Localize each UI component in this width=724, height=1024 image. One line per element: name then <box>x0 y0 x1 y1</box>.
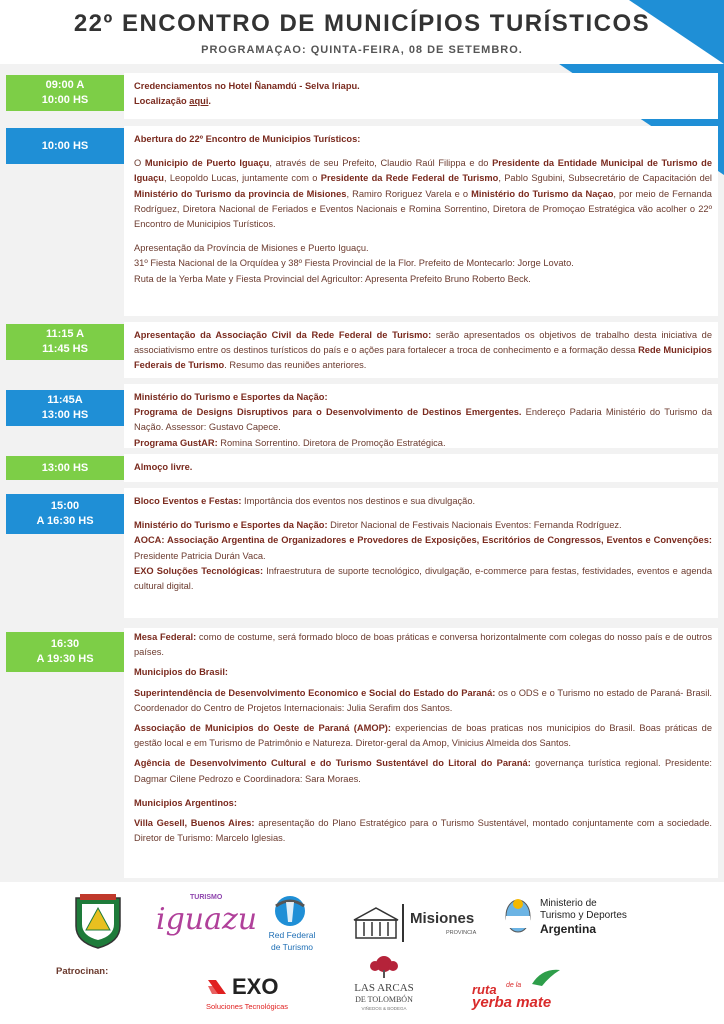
row-body <box>134 390 712 451</box>
time-start: 11:45A <box>47 394 83 406</box>
row-paragraph: Programa GustAR: Romina Sorrentino. Diretora de Promoção Estratégica. <box>134 437 446 448</box>
time-end: 10:00 HS <box>41 94 89 106</box>
row-heading: Municipios do Brasil: <box>134 667 229 678</box>
yerba-line3: yerba mate <box>472 994 552 1011</box>
row-heading: Ministério do Turismo e Esportes da Nação: <box>134 392 328 402</box>
schedule-row <box>6 73 718 119</box>
misiones-name: Misiones <box>410 910 475 927</box>
misiones-sub: PROVINCIA <box>446 930 477 936</box>
las-arcas-logo <box>344 956 424 1020</box>
header <box>0 0 724 64</box>
exo-logo <box>206 974 306 1014</box>
time-badge <box>6 632 124 672</box>
misiones-logo <box>352 904 482 944</box>
time-end: 11:45 HS <box>42 343 88 355</box>
row-paragraph: EXO Soluções Tecnológicas: Infraestrutura de suporte tecnológico, divulgação, e-commerce para festas, festividades, eventos e agenda cultural digital. <box>134 565 712 592</box>
time-start: 15:00 <box>50 500 80 512</box>
time-start: 11:15 A <box>45 328 85 340</box>
yerba-mate-logo <box>470 966 570 1018</box>
time-badge <box>6 128 124 164</box>
time-start: 09:00 A <box>45 79 85 91</box>
row-paragraph: Bloco Eventos e Festas: Importância dos eventos nos destinos e sua divulgação. <box>134 496 476 506</box>
ministerio-line2: Turismo y Deportes <box>540 910 627 921</box>
exo-name: EXO <box>232 974 279 999</box>
location-link[interactable]: aqui <box>189 96 209 107</box>
row-paragraph: Associação de Municipios do Oeste de Paraná (AMOP): experiencias de boas praticas nos municipios do Brasil. Boas práticas de gestão local e em Turismo de Patrimônio e Natureza. Diretor-geral da Amop, Vinicius Almeida dos Santos. <box>134 723 712 749</box>
time-start: 16:30 <box>50 638 80 650</box>
row-paragraph: Ministério do Turismo e Esportes da Nação: Diretor Nacional de Festivais Nacionais Eventos: Fernanda Rodríguez. <box>134 520 622 531</box>
red-federal-line2: de Turismo <box>270 942 314 952</box>
yerba-line1: ruta <box>472 982 497 997</box>
page-title: 22º ENCONTRO DE MUNICÍPIOS TURÍSTICOS <box>73 10 651 37</box>
ministerio-line3: Argentina <box>540 922 597 936</box>
row-body <box>134 630 712 846</box>
row-text: Credenciamentos no Hotel Ñanamdú - Selva Iriapu. <box>134 81 360 91</box>
las-arcas-line3: VIÑEDOS & BODEGA <box>361 1006 407 1011</box>
row-body <box>134 132 712 287</box>
schedule-row <box>6 322 718 378</box>
row-paragraph: 31º Fiesta Nacional de la Orquídea y 38º Fiesta Provincial de la Flor. Prefeito de Montecarlo: Jorge Lovato. <box>134 258 574 269</box>
time-end: A 19:30 HS <box>36 653 94 665</box>
row-paragraph: Mesa Federal: como de costume, será formado bloco de boas práticas e conversa horizontalmente com colegas do nosso país e de outros países. <box>134 632 712 658</box>
iguazu-label: TURISMO <box>190 894 223 901</box>
sponsors-label: Patrocinan: <box>56 966 109 977</box>
row-text: Almoço livre. <box>134 462 193 472</box>
row-heading: Abertura do 22º Encontro de Municipios Turísticos: <box>134 134 361 144</box>
sponsors-footer <box>0 882 724 1024</box>
row-text: Localização <box>134 96 190 107</box>
time-start: 13:00 HS <box>41 461 89 474</box>
exo-sub: Soluciones Tecnológicas <box>206 1002 288 1011</box>
time-badge <box>6 390 124 426</box>
row-paragraph: O Municipio de Puerto Iguaçu, através de seu Prefeito, Claudio Raúl Filippa e do Presidente da Entidade Municipal de Turismo de Iguaçu, Leopoldo Lucas, juntamente com o Presidente da Rede Federal de Turismo, Pablo Sgubini, Subsecretário de Capacitación del Ministério do Turismo da provincia de Misiones, Ramiro Roriguez Varela e o Ministério do Turismo da Naçao, por meio de Fernanda Rodríguez, Diretora Nacional de Feriados e Eventos Nacionais e Romina Sorrentino, Diretora de Promoçao Estratégica vão acolher o 22º Encontro de Municipios Turísticos. <box>134 158 712 230</box>
row-paragraph: Villa Gesell, Buenos Aires: apresentação do Plano Estratégico para o Turismo Sustentável, montado conjuntamente com a sociedade. Diretor de Turismo: Marcelo Iglesias. <box>134 818 713 844</box>
yerba-line2: de la <box>506 982 522 989</box>
shield-logo <box>72 892 124 955</box>
las-arcas-line2: DE TOLOMBÓN <box>355 995 413 1004</box>
red-federal-line1: Red Federal <box>268 930 316 940</box>
row-body <box>134 494 712 594</box>
las-arcas-line1: LAS ARCAS <box>354 982 414 994</box>
row-body <box>134 79 712 109</box>
page-subtitle: PROGRAMAÇAO: QUINTA-FEIRA, 08 DE SETEMBRO. <box>201 44 523 56</box>
schedule-row <box>6 628 718 878</box>
schedule-row <box>6 488 718 618</box>
row-paragraph: Ruta de la Yerba Mate y Fiesta Provincial del Agricultor: Apresenta Prefeito Bruno Roberto Beck. <box>134 273 531 284</box>
time-end: 13:00 HS <box>41 409 89 421</box>
ministerio-line1: Ministerio de <box>540 898 597 909</box>
row-paragraph: Apresentação da Associação Civil da Rede Federal de Turismo: serão apresentados os objetivos de trabalho desta iniciativa de associativismo entre os destinos turísticos do país e o ações para fortalecer a troca de conhecimento e a formação dessa Rede Municipios Federais de Turismo. Resumo das reuniões anteriores. <box>134 330 712 371</box>
row-paragraph: Programa de Designs Disruptivos para o Desenvolvimento de Destinos Emergentes. Endereço Padaria Ministério do Turismo da Nação. Assessor: Gustavo Capece. <box>134 407 712 433</box>
schedule-row <box>6 384 718 448</box>
ministerio-logo <box>504 896 644 944</box>
row-paragraph: Agência de Desenvolvimento Cultural e do Turismo Sustentável do Litoral do Paraná: governança turística regional. Presidente: Dagmar Cilene Pedrozo e Coordinadora: Sara Moraes. <box>134 758 712 784</box>
time-end: A 16:30 HS <box>36 515 94 527</box>
row-heading: Municipios Argentinos: <box>134 797 237 808</box>
time-badge <box>6 324 124 360</box>
iguazu-logo <box>152 894 258 950</box>
red-federal-logo <box>256 894 328 956</box>
schedule-row <box>6 454 718 482</box>
row-paragraph: AOCA: Associação Argentina de Organizadores e Provedores de Exposições, Escritórios de Congressos, Eventos e Convenções: Presidente Patricia Durán Vaca. <box>134 535 712 561</box>
time-badge <box>6 456 124 480</box>
time-start: 10:00 HS <box>41 139 89 152</box>
row-paragraph: Superintendência de Desenvolvimento Economico e Social do Estado do Paraná: os o ODS e o Turismo no estado de Paraná- Brasil. Coordenador do Centro de Projetos Internacionais: Julia Serafim dos Santos. <box>134 687 712 713</box>
time-badge <box>6 494 124 534</box>
row-body <box>134 460 712 475</box>
iguazu-name: iguazu <box>156 902 258 937</box>
schedule-row <box>6 126 718 316</box>
row-body <box>134 328 712 374</box>
row-text: . <box>208 96 212 107</box>
time-badge <box>6 75 124 111</box>
row-paragraph: Apresentação da Província de Misiones e Puerto Iguaçu. <box>134 243 369 254</box>
